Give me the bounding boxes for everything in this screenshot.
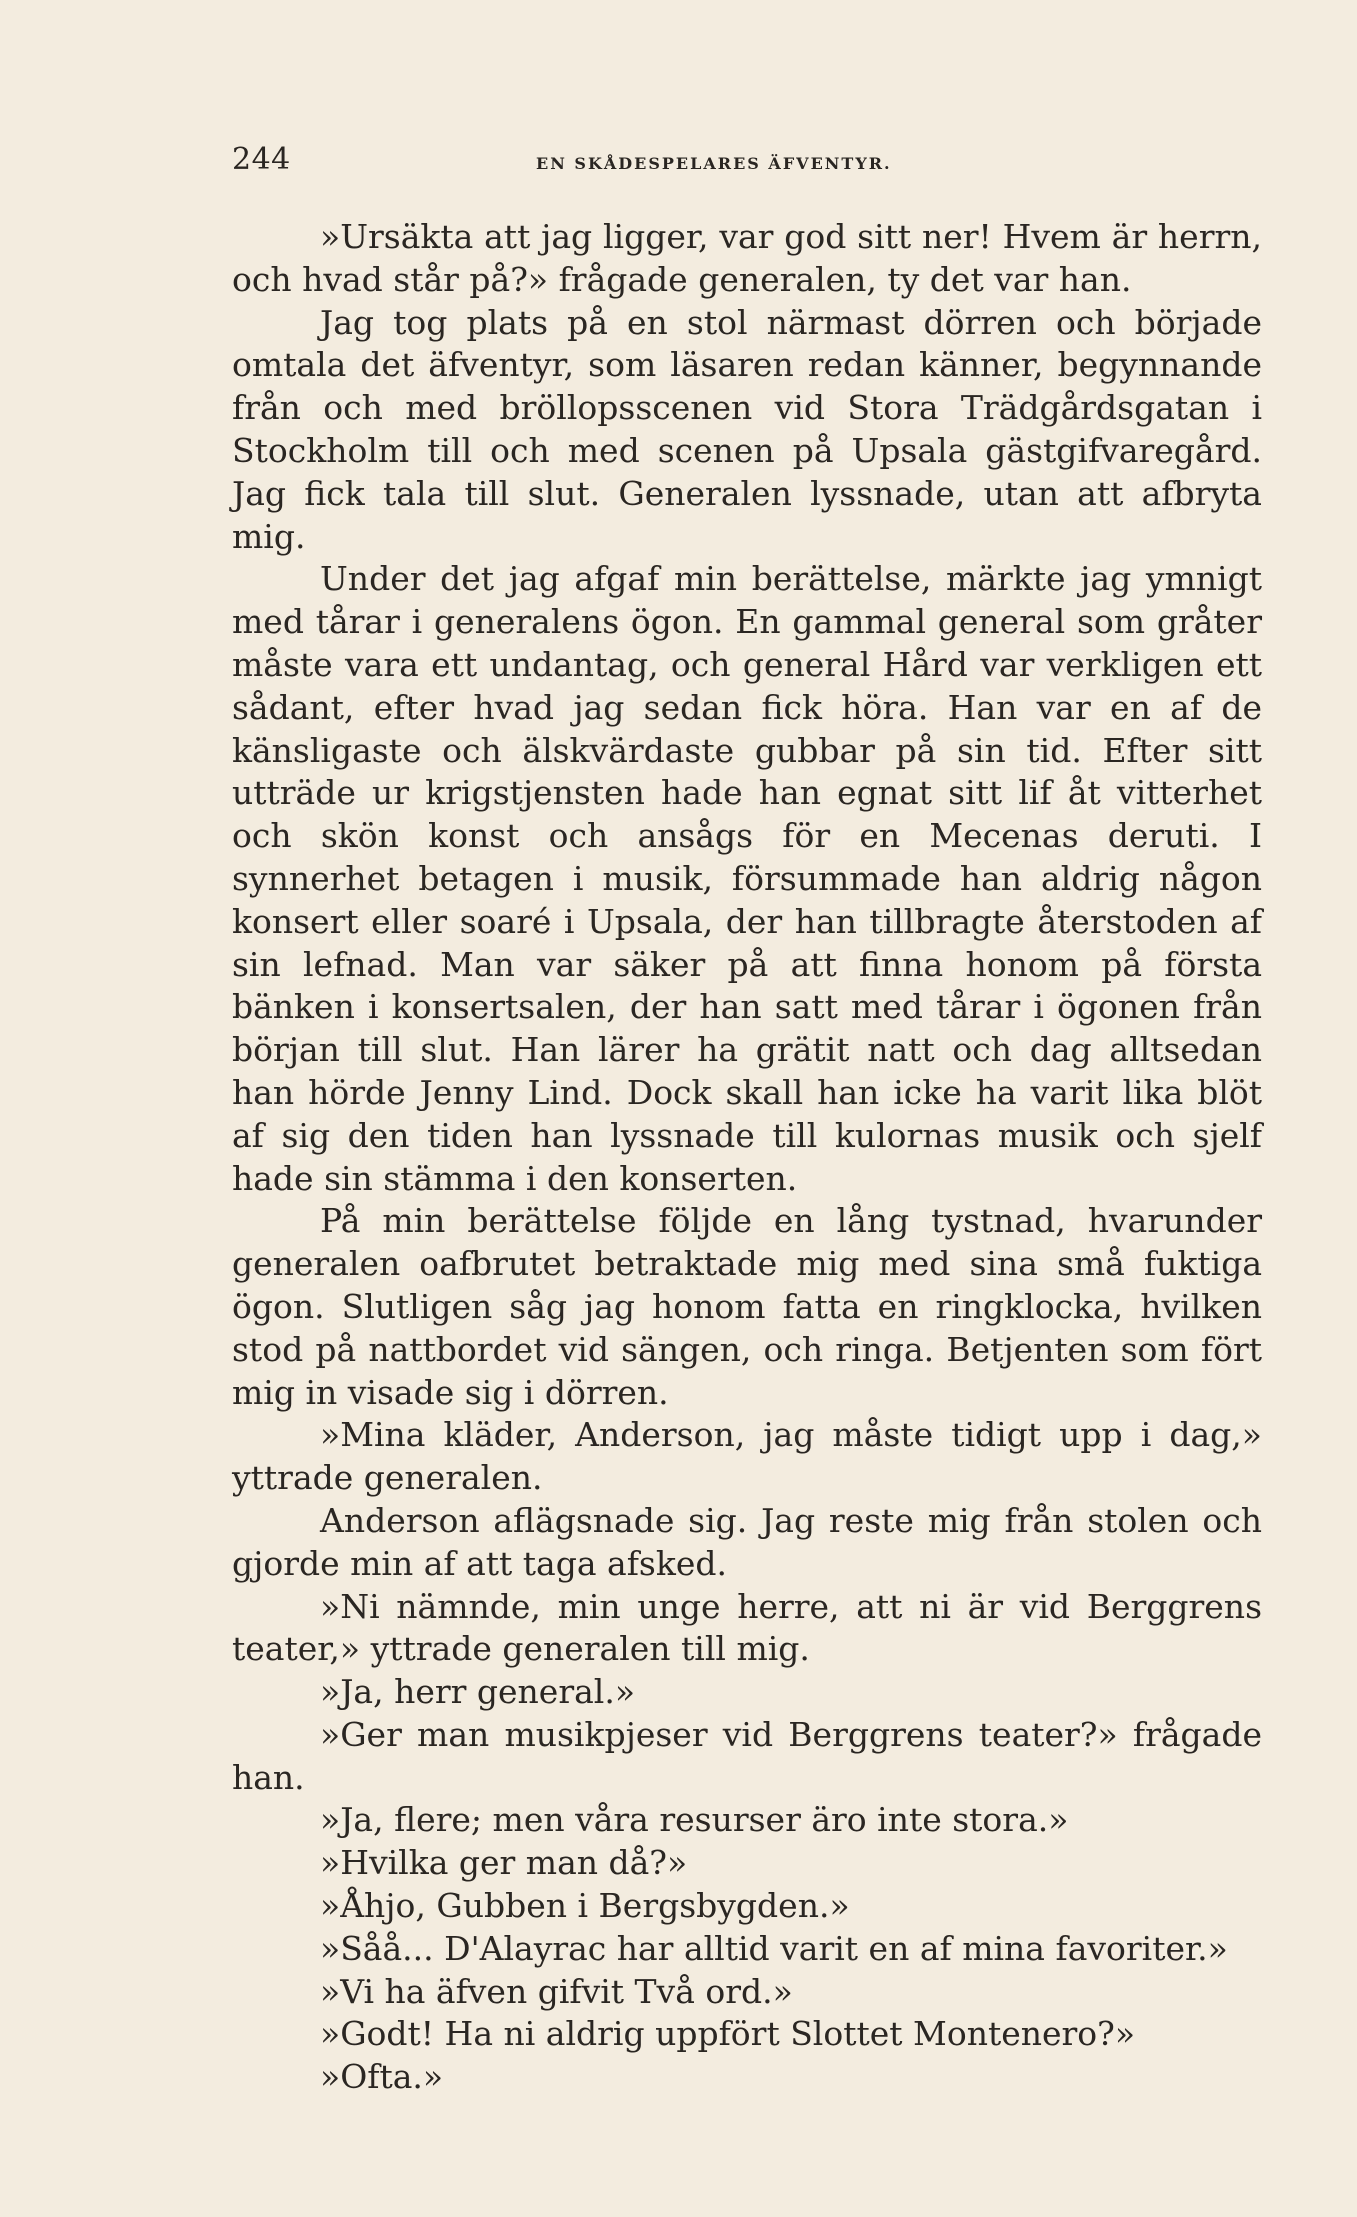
paragraph: »Ofta.» [320, 2057, 444, 2097]
paragraph: »Ja, herr general.» [320, 1672, 636, 1712]
running-title: EN SKÅDESPELARES ÄFVENTYR. [536, 154, 892, 173]
paragraph: »Ja, flere; men våra resurser äro inte stora.» [320, 1800, 1069, 1840]
paragraph: »Mina kläder, Anderson, jag måste tidigt upp i dag,» yttrade generalen. [232, 1415, 1262, 1498]
paragraph: Anderson aflägsnade sig. Jag reste mig från stolen och gjorde min af att taga afsked. [232, 1500, 1262, 1583]
paragraph: »Vi ha äfven gifvit Två ord.» [320, 1971, 793, 2011]
paragraph: »Ursäkta att jag ligger, var god sitt ner! Hvem är herrn, och hvad står på?» frågade generalen, ty det var han. [232, 217, 1262, 299]
paragraph: Under det jag afgaf min berättelse, märkte jag ymnigt med tårar i generalens ögon. En gammal general som gråter måste vara ett undantag, och general Hård var verkligen ett sådant, efter hvad jag sedan fick höra. Han var en af de känsligaste och älskvärdaste gubbar på sin tid. Efter sitt utträde ur krigstjensten hade han egnat sitt lif åt vitterhet och skön konst och ansågs för en Mecenas deruti. I synnerhet betagen i musik, försummade han aldrig någon konsert eller soaré i Upsala, der han tillbragte återstoden af sin lefnad. Man var säker på att finna honom på första bänken i konsertsalen, der han satt med tårar i ögonen från början till slut. Han lärer ha grätit natt och dag alltsedan han hörde Jenny Lind. Dock skall han icke ha varit lika blöt af sig den tiden han lyssnade till kulornas musik och sjelf hade sin stämma i den konserten. [232, 559, 1262, 1198]
page-header [232, 142, 1262, 182]
paragraph: »Ger man musikpjeser vid Berggrens teater?» frågade han. [232, 1714, 1262, 1797]
page-number: 244 [232, 142, 291, 177]
paragraph: »Åhjo, Gubben i Bergsbygden.» [320, 1886, 850, 1926]
paragraph: »Hvilka ger man då?» [320, 1843, 688, 1883]
paragraph: »Såå... D'Alayrac har alltid varit en af mina favoriter.» [320, 1928, 1228, 1968]
body-text [232, 216, 1262, 2099]
paragraph: »Ni nämnde, min unge herre, att ni är vid Berggrens teater,» yttrade generalen till mig. [232, 1586, 1262, 1669]
paragraph: På min berättelse följde en lång tystnad, hvarunder generalen oafbrutet betraktade mig med sina små fuktiga ögon. Slutligen såg jag honom fatta en ringklocka, hvilken stod på nattbordet vid sängen, och ringa. Betjenten som fört mig in visade sig i dörren. [232, 1201, 1262, 1412]
paragraph: Jag tog plats på en stol närmast dörren och började omtala det äfventyr, som läsaren redan känner, begynnande från och med bröllopsscenen vid Stora Trädgårdsgatan i Stockholm till och med scenen på Upsala gästgifvaregård. Jag fick tala till slut. Generalen lyssnade, utan att afbryta mig. [232, 302, 1262, 556]
paragraph: »Godt! Ha ni aldrig uppfört Slottet Montenero?» [320, 2014, 1136, 2054]
